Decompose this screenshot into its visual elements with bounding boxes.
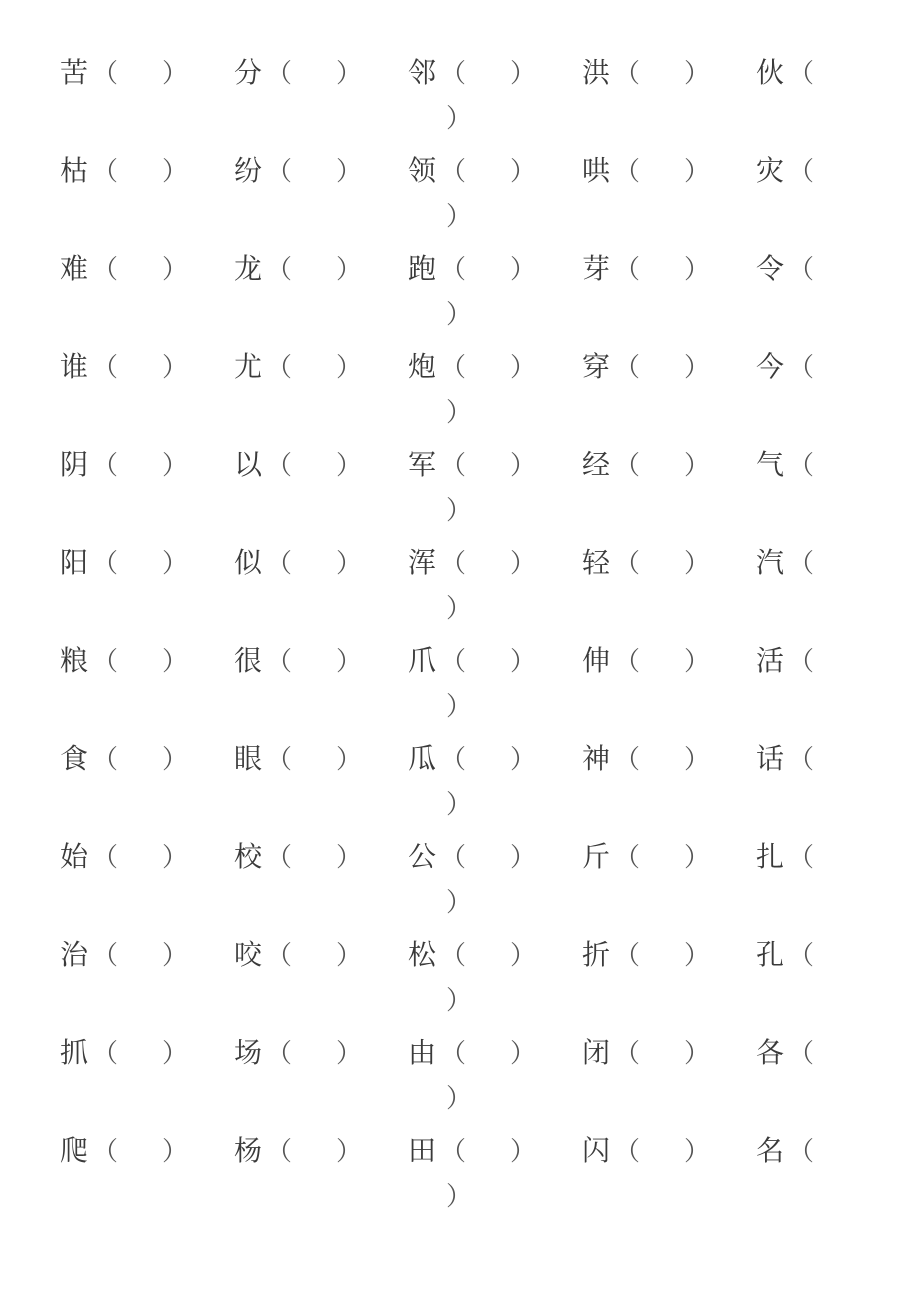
character-label: 田 [408, 1134, 437, 1167]
character-cell [582, 53, 710, 93]
character-cell [60, 739, 188, 779]
answer-close-paren: ） [162, 59, 189, 89]
answer-close-paren: ） [510, 549, 537, 579]
answer-close-paren: ） [510, 647, 537, 677]
answer-close-paren: ） [684, 1137, 711, 1167]
character-cell [756, 347, 814, 387]
character-label: 神 [582, 742, 611, 775]
answer-open-paren: （ [788, 451, 815, 481]
character-label: 气 [756, 448, 785, 481]
answer-close-paren: ） [336, 647, 363, 677]
answer-close-paren: ） [684, 353, 711, 383]
answer-open-paren: （ [266, 745, 293, 775]
answer-close-paren-wrapped: ） [446, 692, 473, 722]
answer-open-paren: （ [440, 1137, 467, 1167]
character-cell [234, 1033, 362, 1073]
character-label: 松 [408, 938, 437, 971]
character-cell [756, 641, 814, 681]
answer-open-paren: （ [788, 843, 815, 873]
answer-open-paren: （ [440, 1039, 467, 1069]
character-cell [582, 445, 710, 485]
answer-open-paren: （ [788, 157, 815, 187]
answer-open-paren: （ [614, 941, 641, 971]
answer-close-paren: ） [684, 549, 711, 579]
character-label: 很 [234, 644, 263, 677]
answer-close-paren: ） [336, 157, 363, 187]
character-cell [582, 543, 710, 583]
answer-open-paren: （ [92, 941, 119, 971]
answer-close-paren: ） [336, 549, 363, 579]
answer-close-paren-wrapped: ） [446, 594, 473, 624]
answer-open-paren: （ [92, 451, 119, 481]
character-cell [60, 347, 188, 387]
answer-open-paren: （ [614, 353, 641, 383]
character-label: 邻 [408, 56, 437, 89]
answer-open-paren: （ [614, 843, 641, 873]
character-label: 灾 [756, 154, 785, 187]
answer-close-paren: ） [162, 941, 189, 971]
answer-open-paren: （ [614, 1039, 641, 1069]
character-cell [234, 641, 362, 681]
character-label: 洪 [582, 56, 611, 89]
character-cell [408, 1033, 536, 1073]
answer-close-paren: ） [162, 157, 189, 187]
answer-open-paren: （ [440, 647, 467, 677]
character-cell [408, 1131, 536, 1171]
character-label: 活 [756, 644, 785, 677]
answer-close-paren: ） [336, 1039, 363, 1069]
worksheet-row [0, 347, 920, 445]
character-cell [60, 445, 188, 485]
character-cell [408, 151, 536, 191]
answer-close-paren: ） [162, 255, 189, 285]
character-label: 哄 [582, 154, 611, 187]
answer-open-paren: （ [266, 941, 293, 971]
character-label: 以 [234, 448, 263, 481]
answer-open-paren: （ [92, 255, 119, 285]
character-cell [582, 347, 710, 387]
answer-open-paren: （ [266, 255, 293, 285]
answer-open-paren: （ [440, 255, 467, 285]
worksheet-row [0, 53, 920, 151]
character-label: 公 [408, 840, 437, 873]
character-label: 伙 [756, 56, 785, 89]
answer-close-paren: ） [510, 1039, 537, 1069]
answer-close-paren: ） [336, 843, 363, 873]
character-cell [408, 347, 536, 387]
answer-close-paren: ） [684, 59, 711, 89]
character-label: 阳 [60, 546, 89, 579]
answer-open-paren: （ [92, 157, 119, 187]
character-cell [582, 151, 710, 191]
character-label: 粮 [60, 644, 89, 677]
character-label: 穿 [582, 350, 611, 383]
character-cell [408, 935, 536, 975]
character-label: 尤 [234, 350, 263, 383]
character-cell [756, 249, 814, 289]
character-label: 阴 [60, 448, 89, 481]
worksheet-row [0, 1131, 920, 1229]
character-label: 话 [756, 742, 785, 775]
character-cell [60, 935, 188, 975]
character-label: 难 [60, 252, 89, 285]
character-label: 伸 [582, 644, 611, 677]
answer-close-paren: ） [162, 647, 189, 677]
answer-open-paren: （ [266, 1137, 293, 1167]
character-label: 汽 [756, 546, 785, 579]
answer-close-paren: ） [684, 941, 711, 971]
character-label: 跑 [408, 252, 437, 285]
character-label: 杨 [234, 1134, 263, 1167]
answer-close-paren: ） [510, 843, 537, 873]
character-cell [234, 739, 362, 779]
character-cell [756, 1033, 814, 1073]
character-cell [756, 935, 814, 975]
character-cell [756, 543, 814, 583]
answer-open-paren: （ [92, 745, 119, 775]
answer-close-paren: ） [162, 451, 189, 481]
character-label: 始 [60, 840, 89, 873]
character-cell [756, 837, 814, 877]
character-cell [582, 1131, 710, 1171]
answer-open-paren: （ [614, 59, 641, 89]
answer-open-paren: （ [440, 745, 467, 775]
answer-open-paren: （ [614, 549, 641, 579]
character-label: 分 [234, 56, 263, 89]
character-label: 闭 [582, 1036, 611, 1069]
answer-open-paren: （ [266, 353, 293, 383]
answer-close-paren-wrapped: ） [446, 1084, 473, 1114]
character-cell [582, 1033, 710, 1073]
character-cell [756, 1131, 814, 1171]
answer-open-paren: （ [614, 255, 641, 285]
character-label: 咬 [234, 938, 263, 971]
character-cell [756, 151, 814, 191]
character-cell [756, 53, 814, 93]
character-label: 领 [408, 154, 437, 187]
answer-close-paren: ） [162, 745, 189, 775]
answer-close-paren: ） [684, 451, 711, 481]
character-label: 爬 [60, 1134, 89, 1167]
character-cell [234, 543, 362, 583]
character-label: 爪 [408, 644, 437, 677]
answer-open-paren: （ [614, 451, 641, 481]
character-label: 瓜 [408, 742, 437, 775]
answer-close-paren: ） [162, 549, 189, 579]
character-cell [234, 151, 362, 191]
answer-close-paren-wrapped: ） [446, 888, 473, 918]
character-cell [234, 53, 362, 93]
answer-close-paren: ） [510, 255, 537, 285]
character-cell [582, 739, 710, 779]
character-label: 闪 [582, 1134, 611, 1167]
answer-open-paren: （ [92, 843, 119, 873]
answer-open-paren: （ [440, 353, 467, 383]
answer-open-paren: （ [266, 647, 293, 677]
answer-open-paren: （ [266, 1039, 293, 1069]
answer-close-paren: ） [336, 1137, 363, 1167]
answer-open-paren: （ [788, 1039, 815, 1069]
character-label: 由 [408, 1036, 437, 1069]
answer-close-paren: ） [510, 59, 537, 89]
answer-close-paren: ） [684, 843, 711, 873]
character-label: 扎 [756, 840, 785, 873]
worksheet-row [0, 837, 920, 935]
answer-open-paren: （ [440, 843, 467, 873]
character-cell [756, 445, 814, 485]
answer-close-paren-wrapped: ） [446, 398, 473, 428]
answer-close-paren: ） [510, 157, 537, 187]
character-cell [234, 347, 362, 387]
answer-open-paren: （ [614, 1137, 641, 1167]
character-label: 似 [234, 546, 263, 579]
answer-open-paren: （ [440, 157, 467, 187]
character-label: 经 [582, 448, 611, 481]
answer-close-paren: ） [510, 451, 537, 481]
answer-close-paren: ） [684, 255, 711, 285]
character-label: 折 [582, 938, 611, 971]
character-label: 芽 [582, 252, 611, 285]
character-label: 谁 [60, 350, 89, 383]
answer-close-paren: ） [336, 59, 363, 89]
answer-open-paren: （ [92, 353, 119, 383]
answer-open-paren: （ [440, 549, 467, 579]
answer-close-paren: ） [336, 255, 363, 285]
answer-close-paren: ） [510, 353, 537, 383]
answer-close-paren: ） [684, 647, 711, 677]
answer-close-paren-wrapped: ） [446, 496, 473, 526]
character-label: 斤 [582, 840, 611, 873]
answer-open-paren: （ [92, 59, 119, 89]
answer-close-paren: ） [336, 941, 363, 971]
answer-open-paren: （ [92, 647, 119, 677]
character-label: 校 [234, 840, 263, 873]
character-label: 各 [756, 1036, 785, 1069]
character-label: 炮 [408, 350, 437, 383]
answer-open-paren: （ [788, 353, 815, 383]
character-cell [60, 1131, 188, 1171]
answer-close-paren: ） [510, 941, 537, 971]
character-cell [234, 1131, 362, 1171]
character-label: 治 [60, 938, 89, 971]
answer-open-paren: （ [266, 549, 293, 579]
character-label: 军 [408, 448, 437, 481]
worksheet-row [0, 641, 920, 739]
character-cell [60, 1033, 188, 1073]
character-cell [408, 837, 536, 877]
character-cell [234, 445, 362, 485]
character-cell [408, 445, 536, 485]
answer-close-paren: ） [684, 745, 711, 775]
answer-close-paren-wrapped: ） [446, 202, 473, 232]
answer-open-paren: （ [440, 941, 467, 971]
answer-open-paren: （ [266, 59, 293, 89]
character-label: 纷 [234, 154, 263, 187]
answer-open-paren: （ [788, 647, 815, 677]
character-label: 眼 [234, 742, 263, 775]
character-cell [582, 249, 710, 289]
character-cell [582, 837, 710, 877]
worksheet-row [0, 1033, 920, 1131]
character-cell [60, 641, 188, 681]
answer-close-paren: ） [162, 353, 189, 383]
answer-close-paren: ） [162, 1137, 189, 1167]
answer-close-paren-wrapped: ） [446, 790, 473, 820]
character-cell [60, 543, 188, 583]
answer-open-paren: （ [788, 941, 815, 971]
character-cell [408, 641, 536, 681]
answer-open-paren: （ [614, 647, 641, 677]
answer-close-paren: ） [162, 1039, 189, 1069]
worksheet-row [0, 543, 920, 641]
answer-close-paren: ） [162, 843, 189, 873]
answer-open-paren: （ [266, 451, 293, 481]
answer-open-paren: （ [788, 549, 815, 579]
answer-close-paren-wrapped: ） [446, 300, 473, 330]
character-cell [582, 935, 710, 975]
answer-close-paren: ） [336, 745, 363, 775]
answer-open-paren: （ [92, 1039, 119, 1069]
answer-open-paren: （ [788, 745, 815, 775]
worksheet-row [0, 249, 920, 347]
answer-open-paren: （ [788, 1137, 815, 1167]
answer-open-paren: （ [614, 157, 641, 187]
answer-open-paren: （ [440, 59, 467, 89]
worksheet-row [0, 445, 920, 543]
character-label: 抓 [60, 1036, 89, 1069]
answer-open-paren: （ [266, 157, 293, 187]
character-cell [408, 53, 536, 93]
character-cell [60, 249, 188, 289]
character-cell [234, 935, 362, 975]
character-label: 枯 [60, 154, 89, 187]
answer-open-paren: （ [440, 451, 467, 481]
character-cell [234, 249, 362, 289]
answer-open-paren: （ [614, 745, 641, 775]
worksheet-row [0, 935, 920, 1033]
answer-close-paren: ） [510, 745, 537, 775]
character-label: 苦 [60, 56, 89, 89]
character-cell [582, 641, 710, 681]
answer-open-paren: （ [788, 59, 815, 89]
character-cell [756, 739, 814, 779]
worksheet-row [0, 151, 920, 249]
character-label: 场 [234, 1036, 263, 1069]
character-cell [60, 151, 188, 191]
character-label: 浑 [408, 546, 437, 579]
answer-close-paren: ） [336, 451, 363, 481]
character-label: 龙 [234, 252, 263, 285]
character-label: 今 [756, 350, 785, 383]
character-cell [408, 543, 536, 583]
answer-open-paren: （ [788, 255, 815, 285]
character-label: 孔 [756, 938, 785, 971]
character-label: 令 [756, 252, 785, 285]
answer-close-paren: ） [336, 353, 363, 383]
answer-close-paren: ） [510, 1137, 537, 1167]
character-cell [234, 837, 362, 877]
answer-close-paren-wrapped: ） [446, 986, 473, 1016]
answer-close-paren-wrapped: ） [446, 104, 473, 134]
answer-close-paren: ） [684, 1039, 711, 1069]
answer-close-paren: ） [684, 157, 711, 187]
answer-close-paren-wrapped: ） [446, 1182, 473, 1212]
answer-open-paren: （ [92, 549, 119, 579]
character-label: 轻 [582, 546, 611, 579]
character-cell [60, 837, 188, 877]
worksheet-row [0, 739, 920, 837]
character-cell [60, 53, 188, 93]
character-cell [408, 739, 536, 779]
character-label: 名 [756, 1134, 785, 1167]
answer-open-paren: （ [266, 843, 293, 873]
character-cell [408, 249, 536, 289]
character-label: 食 [60, 742, 89, 775]
answer-open-paren: （ [92, 1137, 119, 1167]
